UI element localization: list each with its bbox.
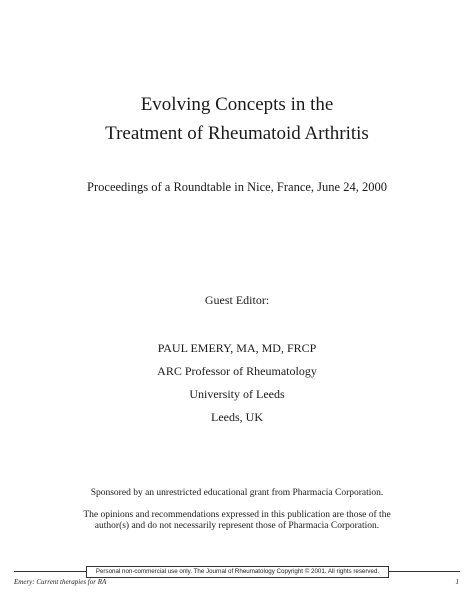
running-head: Emery: Current therapies for RA bbox=[14, 578, 107, 586]
footer-rule-left bbox=[14, 571, 86, 572]
title-line-1: Evolving Concepts in the bbox=[140, 94, 334, 115]
title-line-2: Treatment of Rheumatoid Arthritis bbox=[105, 123, 369, 144]
sponsorship-note: Sponsored by an unrestricted educational grant from Pharmacia Corporation. bbox=[90, 488, 384, 498]
guest-editor-name: PAUL EMERY, MA, MD, FRCP bbox=[157, 341, 317, 355]
disclaimer-line-2: author(s) and do not necessarily represent those of Pharmacia Corporation. bbox=[94, 521, 380, 531]
footer-rule-right bbox=[388, 571, 460, 572]
copyright-notice: Personal non-commercial use only. The Journal of Rheumatology Copyright © 2001. All rights reserved. bbox=[86, 566, 389, 578]
guest-editor-role: ARC Professor of Rheumatology bbox=[157, 364, 317, 378]
disclaimer-line-1: The opinions and recommendations expressed in this publication are those of the bbox=[83, 510, 391, 520]
disclaimer bbox=[0, 510, 474, 532]
guest-editor-location: Leeds, UK bbox=[211, 410, 263, 424]
proceedings-subtitle: Proceedings of a Roundtable in Nice, France, June 24, 2000 bbox=[87, 180, 387, 194]
page-number: 1 bbox=[455, 578, 459, 586]
guest-editor-label: Guest Editor: bbox=[204, 293, 270, 307]
guest-editor-affiliation: University of Leeds bbox=[189, 387, 285, 401]
